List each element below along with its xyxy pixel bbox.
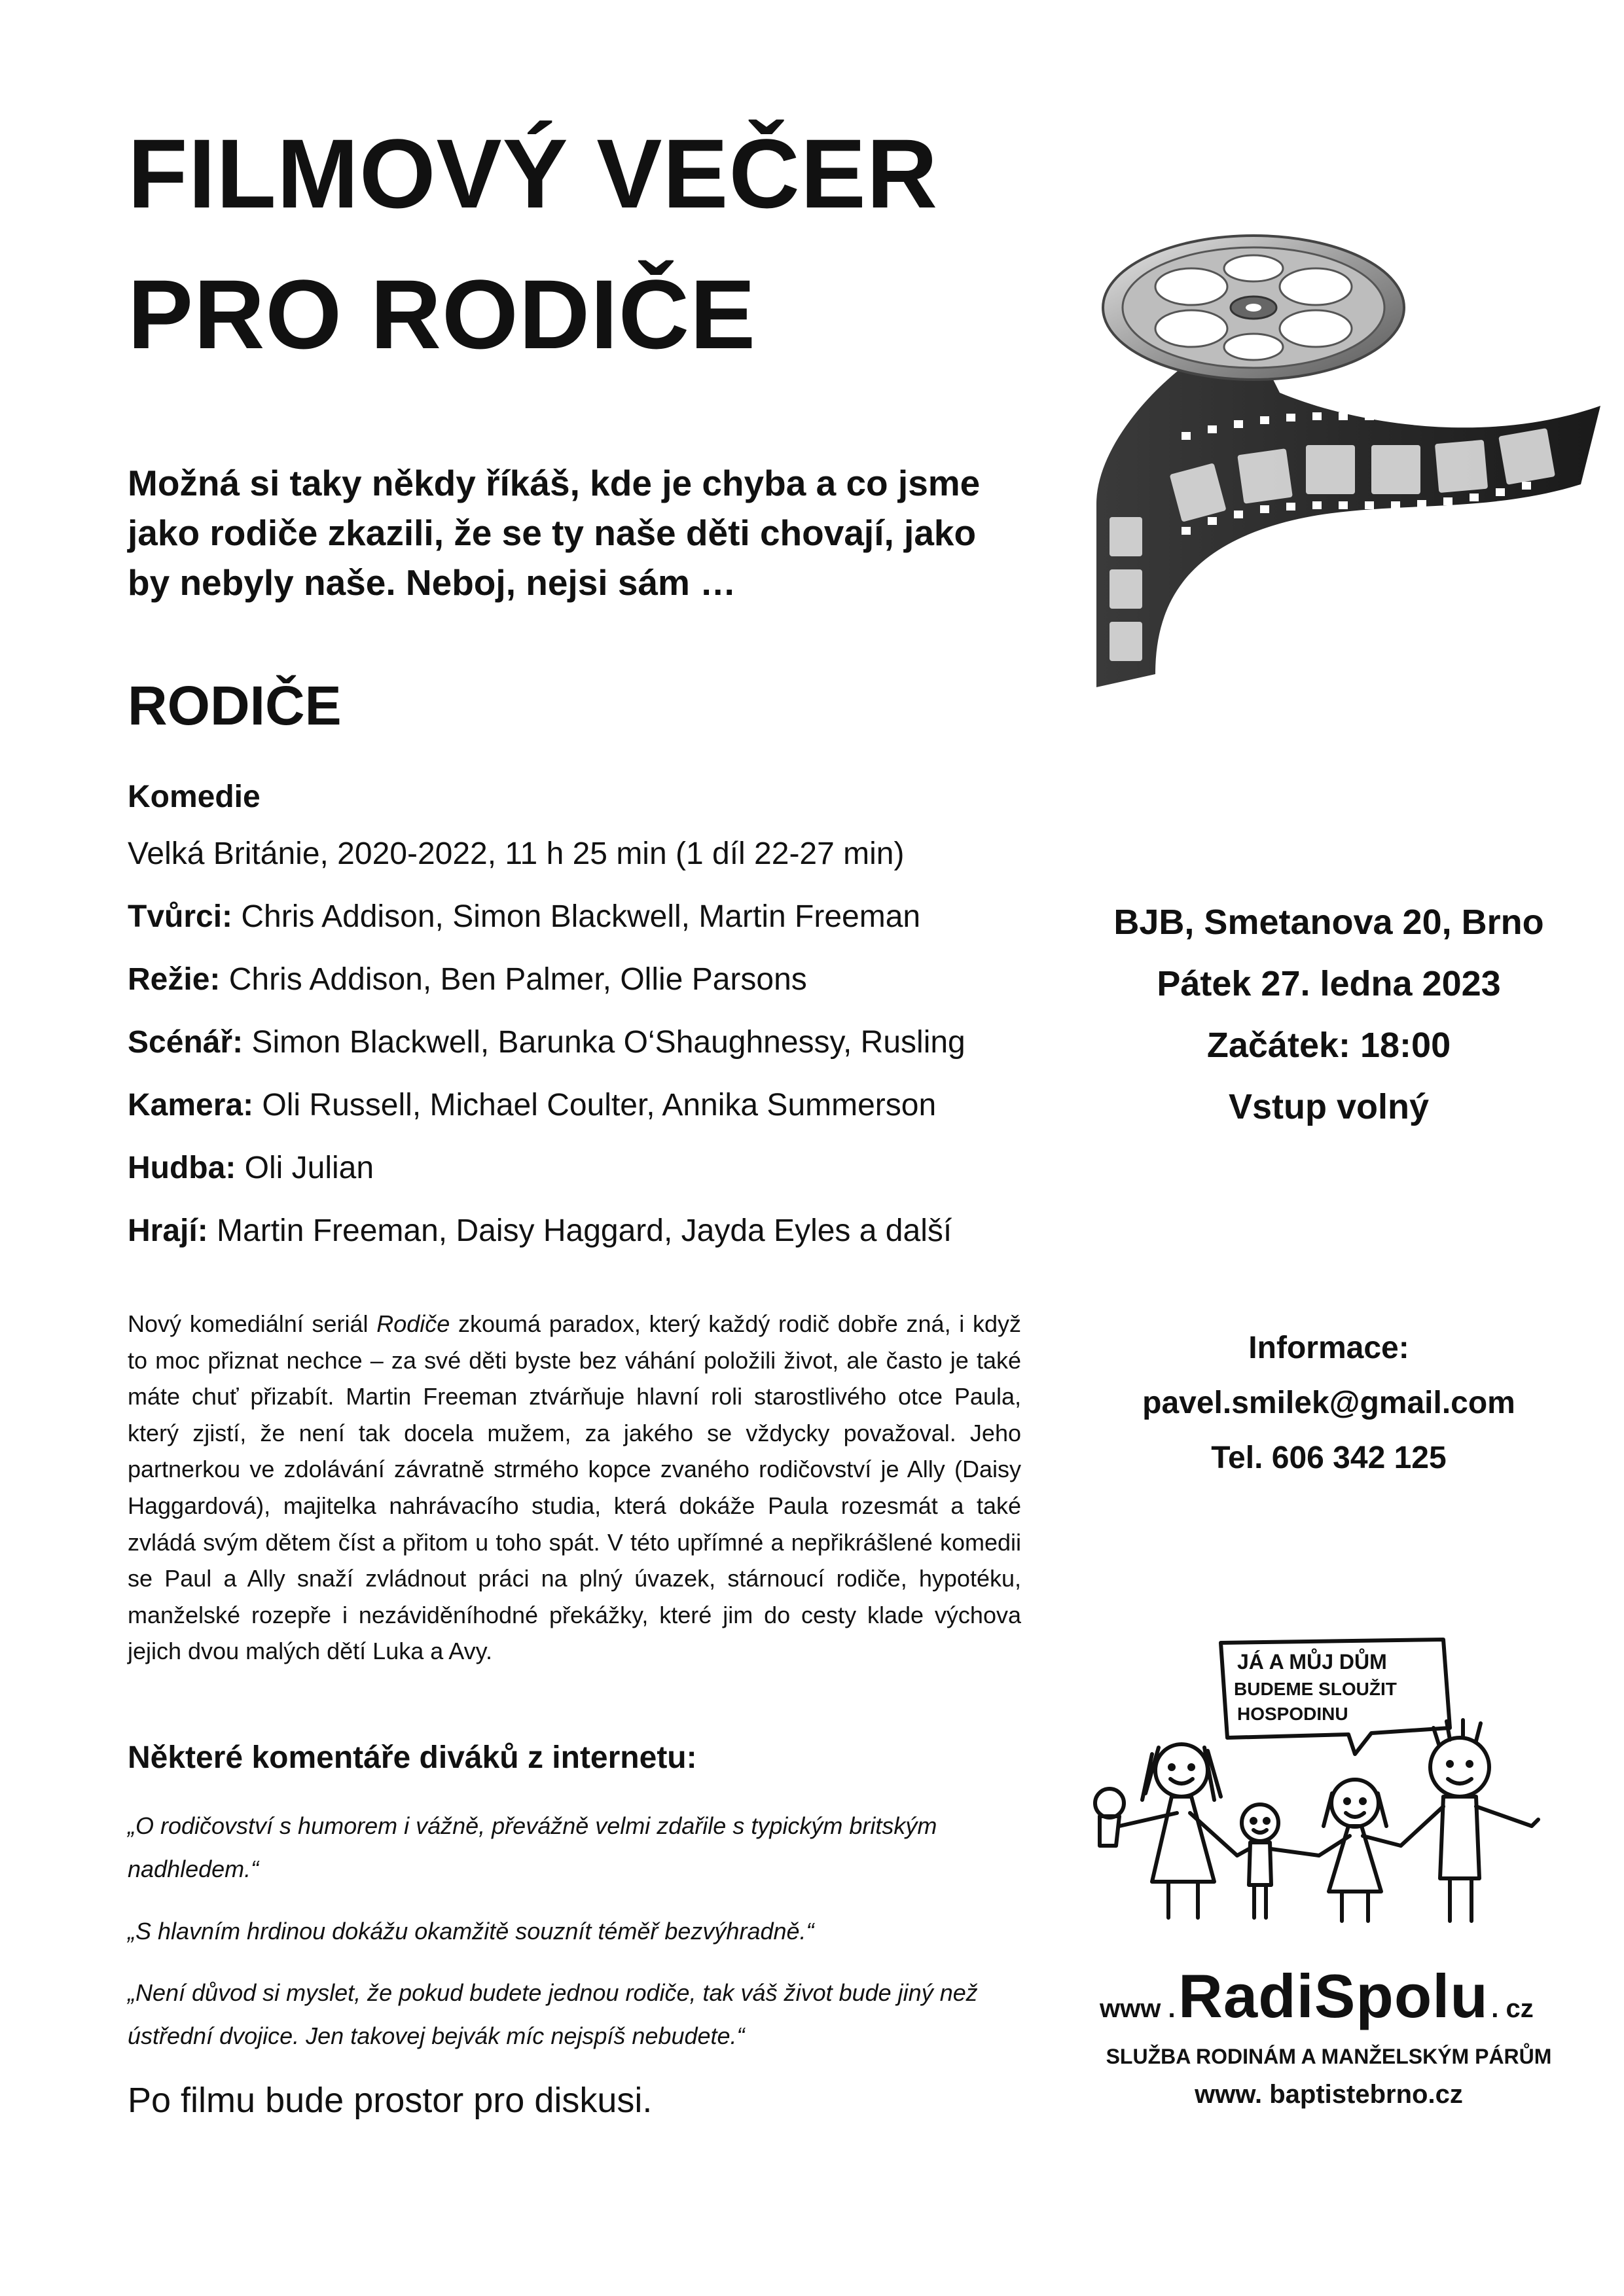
credit-line [128,960,1070,1023]
credit-line [128,1086,1070,1149]
viewer-quote: „S hlavním hrdinou dokážu okamžitě souznít téměř bezvýhradně.“ [128,1918,814,1945]
speech-line: BUDEME SLOUŽIT [1234,1679,1397,1699]
credits-list [128,834,1070,1274]
intro-line: jako rodiče zkazili, že se ty naše děti chovají, jako [128,512,977,553]
contact-phone: Tel. 606 342 125 [1211,1441,1447,1475]
intro-line: Možná si taky někdy říkáš, kde je chyba a co jsme [128,463,981,503]
page-title-line1: FILMOVÝ VEČER [128,118,939,228]
radispolu-logo [1100,1961,1534,2032]
speech-line: HOSPODINU [1237,1704,1348,1724]
credit-value: Chris Addison, Simon Blackwell, Martin Freeman [232,899,921,934]
event-entry: Vstup volný [1228,1087,1430,1126]
film-genre: Komedie [128,780,261,814]
page-title-line2: PRO RODIČE [128,259,757,369]
synopsis-series-name: Rodiče [376,1310,450,1337]
credit-value: Chris Addison, Ben Palmer, Ollie Parsons [220,962,807,997]
logo-prefix: www . [1100,1994,1176,2023]
credit-label: Hrají: [128,1213,208,1248]
contact-email[interactable]: pavel.smilek@gmail.com [1142,1386,1515,1420]
synopsis-text: zkoumá paradox, který každý rodič dobře zná, i když to moc přiznat nechce – za své děti byste bez váhání položili život, ale často je také máte chuť přizabít. Martin Freeman ztvárňuje hlavní roli starostlivého otce Paula, který zjistí, že není tak docela mužem, za jakého se vždycky považoval. Jeho partnerkou ve zdolávání závratně strmého kopce zvaného rodičovství je Ally (Daisy Haggardová), majitelka nahrávacího studia, která dokáže Paula rozesmát a také zvládá svým dětem číst a přitom u toho spát. V této upřímné a nepřikrášlené komedii se Paul a Ally snaží zvládnout práci na plný úvazek, stárnoucí rodiče, hypotéku, manželské rozepře i nezáviděníhodné překážky, které jim do cesty klade výchova jejich dvou malých dětí Luka a Avy. [128,1310,1021,1665]
credit-value: Oli Julian [236,1151,374,1185]
film-info: Velká Británie, 2020-2022, 11 h 25 min (1 díl 22-27 min) [128,836,905,871]
intro-line: by nebyly naše. Neboj, nejsi sám … [128,562,736,603]
film-title: RODIČE [128,675,342,736]
event-start: Začátek: 18:00 [1206,1026,1451,1065]
credit-label: Režie: [128,962,221,997]
event-info [1074,891,1584,1138]
credit-value: Martin Freeman, Daisy Haggard, Jayda Eyles a další [208,1213,952,1248]
credit-label: Tvůrci: [128,899,233,934]
viewer-quote: „O rodičovství s humorem i vážně, převážně velmi zdařile s typickým britským nadhledem.“ [128,1812,937,1882]
website-link[interactable]: www. baptistebrno.cz [1195,2080,1463,2109]
contact-heading: Informace: [1248,1331,1409,1365]
closing-note: Po filmu bude prostor pro diskusi. [128,2081,653,2120]
event-date: Pátek 27. ledna 2023 [1157,964,1501,1003]
logo-tagline: SLUŽBA RODINÁM A MANŽELSKÝM PÁRŮM [1106,2045,1552,2068]
credit-line [128,1211,1070,1274]
credit-label: Kamera: [128,1088,254,1122]
event-place: BJB, Smetanova 20, Brno [1113,903,1544,942]
intro-text [128,458,1031,607]
film-reel-icon [1083,209,1607,687]
credit-line [128,1023,1070,1086]
credit-line [128,897,1070,960]
synopsis-text: Nový komediální seriál [128,1310,377,1337]
comments-heading: Některé komentáře diváků z internetu: [128,1740,697,1775]
logo-name: RadiSpolu [1178,1962,1489,2030]
logo-suffix: . cz [1491,1994,1534,2023]
credit-line [128,1149,1070,1211]
family-drawing-icon [1080,1630,1578,1931]
credit-label: Scénář: [128,1025,244,1060]
contact-info [1074,1321,1584,1486]
credit-label: Hudba: [128,1151,236,1185]
synopsis-paragraph [128,1306,1021,1670]
speech-line: JÁ A MŮJ DŮM [1237,1650,1387,1674]
credit-value: Simon Blackwell, Barunka O‘Shaughnessy, Rusling [243,1025,965,1060]
viewer-quote: „Není důvod si myslet, že pokud budete jednou rodiče, tak váš život bude jiný než ústřední dvojice. Jen takovej bejvák míc nejspíš nebudete.“ [128,1979,978,2049]
credit-value: Oli Russell, Michael Coulter, Annika Summerson [253,1088,937,1122]
